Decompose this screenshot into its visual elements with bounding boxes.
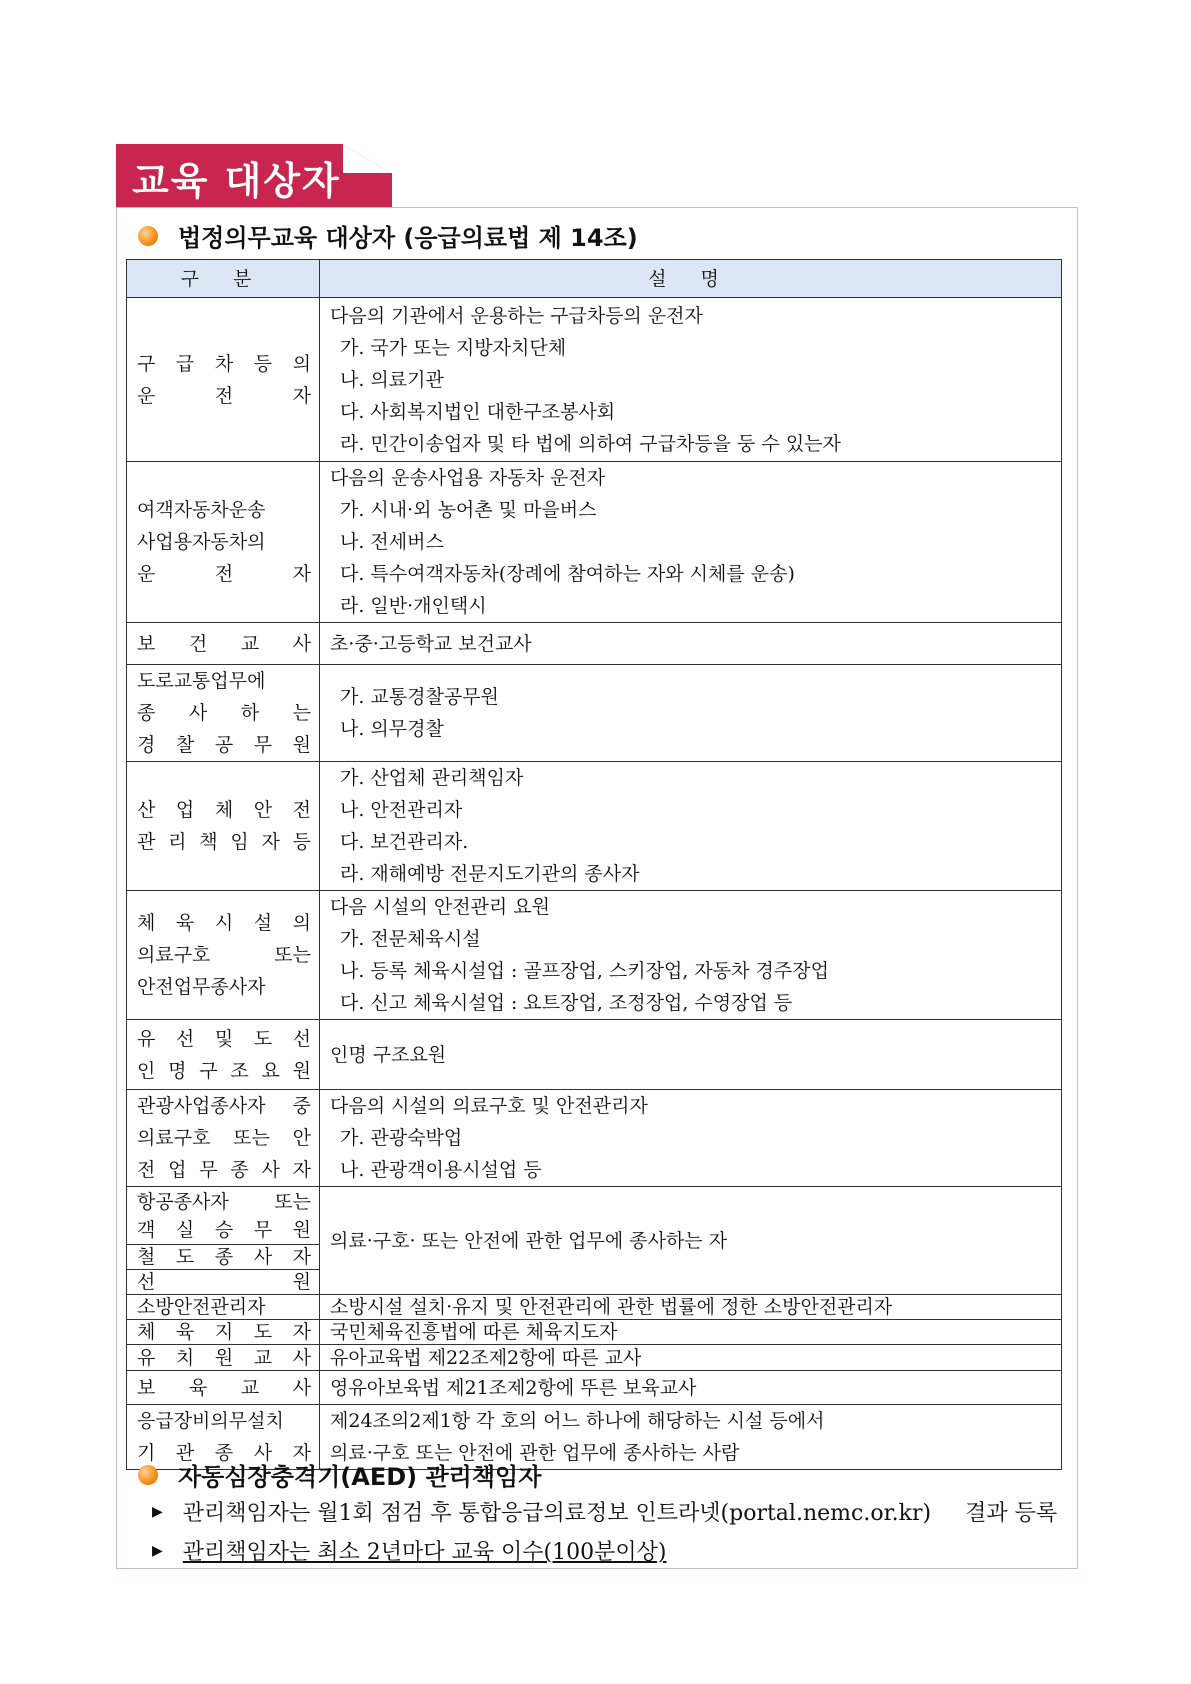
description-line: 라. 일반·개인택시 xyxy=(340,595,487,617)
description-line: 나. 전세버스 xyxy=(340,531,444,553)
table-row xyxy=(127,1020,1062,1090)
description-cell xyxy=(320,1320,1062,1345)
description-line: 다. 특수여객자동차(장례에 참여하는 자와 시체를 운송) xyxy=(340,563,795,585)
description-line: 영유아보육법 제21조제2항에 뚜른 보육교사 xyxy=(330,1376,697,1399)
category-line: 관 리 책 임 자 등 xyxy=(137,831,311,853)
category-cell xyxy=(127,462,320,623)
category-line: 종 사 하 는 xyxy=(137,702,311,724)
description-line: 나. 관광객이용시설업 등 xyxy=(340,1159,542,1181)
description-line: 나. 의료기관 xyxy=(340,368,444,391)
category-cell xyxy=(127,1371,320,1405)
category-cell xyxy=(127,1345,320,1371)
category-line: 의료구호 또는 안 xyxy=(137,1127,311,1149)
list-item xyxy=(152,1535,666,1566)
category-line: 경 찰 공 무 원 xyxy=(137,734,311,756)
orange-bullet-icon xyxy=(138,226,158,246)
description-line: 국민체육진흥법에 따른 체육지도자 xyxy=(330,1321,618,1343)
category-line: 도로교통업무에 xyxy=(137,670,266,692)
category-line: 기 관 종 사 자 xyxy=(137,1442,311,1464)
category-line: 선 원 xyxy=(137,1271,311,1293)
category-line: 산 업 체 안 전 xyxy=(137,799,311,821)
description-cell xyxy=(320,1020,1062,1090)
description-cell xyxy=(320,665,1062,762)
description-line: 다음의 시설의 의료구호 및 안전관리자 xyxy=(330,1095,648,1117)
header-category: 구 분 xyxy=(127,260,320,298)
description-cell xyxy=(320,623,1062,665)
table-row xyxy=(127,1187,1062,1245)
category-line: 운 전 자 xyxy=(137,384,311,407)
section-title: 자동심장충격기(AED) 관리책임자 xyxy=(178,1463,542,1491)
category-line: 보 건 교 사 xyxy=(137,632,311,655)
category-line: 구 급 차 등 의 xyxy=(137,352,311,375)
description-line: 다음의 기관에서 운용하는 구급차등의 운전자 xyxy=(330,304,703,327)
category-line: 안전업무종사자 xyxy=(137,976,266,998)
category-line: 철 도 종 사 자 xyxy=(137,1246,311,1268)
category-cell xyxy=(127,891,320,1020)
list-item-tail: 결과 등록 xyxy=(965,1501,1058,1526)
category-line: 관광사업종사자 중 xyxy=(137,1095,311,1117)
description-line: 유아교육법 제22조제2항에 따른 교사 xyxy=(330,1346,642,1369)
list-item xyxy=(152,1496,1057,1527)
description-line: 다음 시설의 안전관리 요원 xyxy=(330,896,551,918)
category-line: 항공종사자 또는 xyxy=(137,1190,311,1213)
triangle-bullet-icon: ▶ xyxy=(152,1503,163,1520)
table-row xyxy=(127,1320,1062,1345)
category-cell xyxy=(127,1245,320,1270)
description-line: 가. 관광숙박업 xyxy=(340,1127,463,1149)
description-line: 의료·구호 또는 안전에 관한 업무에 종사하는 사람 xyxy=(330,1442,740,1464)
page-title: 교육 대상자 xyxy=(132,159,341,203)
list-item-text: 관리책임자는 최소 2년마다 교육 이수(100분이상) xyxy=(182,1540,667,1565)
table-row xyxy=(127,1345,1062,1371)
table-row xyxy=(127,1371,1062,1405)
description-cell xyxy=(320,1090,1062,1187)
description-cell xyxy=(320,1187,1062,1295)
description-cell xyxy=(320,1371,1062,1405)
header-description: 설 명 xyxy=(320,260,1062,298)
category-line: 유 치 원 교 사 xyxy=(137,1346,311,1369)
category-line: 체 육 지 도 자 xyxy=(137,1321,311,1343)
table-row xyxy=(127,1295,1062,1320)
category-cell xyxy=(127,1090,320,1187)
section-aed-manager xyxy=(138,1457,541,1492)
table-row xyxy=(127,462,1062,623)
category-line: 체 육 시 설 의 xyxy=(137,912,311,934)
category-cell xyxy=(127,623,320,665)
category-line: 의료구호 또는 xyxy=(137,944,311,966)
description-line: 초·중·고등학교 보건교사 xyxy=(330,632,532,655)
table-header-row xyxy=(127,260,1062,298)
category-cell xyxy=(127,1187,320,1245)
table-row xyxy=(127,762,1062,891)
description-line: 인명 구조요원 xyxy=(330,1043,447,1066)
category-cell xyxy=(127,665,320,762)
description-cell xyxy=(320,298,1062,462)
description-line: 라. 민간이송업자 및 타 법에 의하여 구급차등을 둥 수 있는자 xyxy=(340,432,841,455)
category-cell xyxy=(127,1295,320,1320)
table-row xyxy=(127,665,1062,762)
category-line: 여객자동차운송 xyxy=(137,499,266,521)
description-line: 가. 시내·외 농어촌 및 마을버스 xyxy=(340,499,597,521)
category-cell xyxy=(127,298,320,462)
section-legal-training xyxy=(138,218,638,253)
description-line: 가. 산업체 관리책임자 xyxy=(340,767,524,789)
section-title: 법정의무교육 대상자 (응급의료법 제 14조) xyxy=(178,224,638,252)
description-cell xyxy=(320,1295,1062,1320)
description-line: 나. 등록 체육시설업 : 골프장업, 스키장업, 자동차 경주장업 xyxy=(340,960,829,982)
triangle-bullet-icon: ▶ xyxy=(152,1542,163,1559)
description-line: 다. 보건관리자. xyxy=(340,831,469,853)
description-cell xyxy=(320,1345,1062,1371)
category-cell xyxy=(127,1320,320,1345)
description-line: 가. 교통경찰공무원 xyxy=(340,686,499,708)
category-line: 사업용자동차의 xyxy=(137,531,266,553)
header-tab xyxy=(116,144,392,208)
category-line: 유 선 및 도 선 xyxy=(137,1027,311,1050)
training-target-table xyxy=(126,259,1062,1470)
category-line: 응급장비의무설치 xyxy=(137,1410,284,1432)
description-cell xyxy=(320,891,1062,1020)
list-item-text: 관리책임자는 월1회 점검 후 통합응급의료정보 인트라넷(portal.nemc.or.kr) xyxy=(182,1501,932,1526)
description-line: 다음의 운송사업용 자동차 운전자 xyxy=(330,467,606,489)
category-line: 전 업 무 종 사 자 xyxy=(137,1159,311,1181)
description-line: 다. 신고 체육시설업 : 요트장업, 조정장업, 수영장업 등 xyxy=(340,992,793,1014)
description-line: 다. 사회복지법인 대한구조봉사회 xyxy=(340,400,616,423)
description-line: 나. 안전관리자 xyxy=(340,799,463,821)
category-cell xyxy=(127,1020,320,1090)
description-cell xyxy=(320,762,1062,891)
category-cell xyxy=(127,1270,320,1295)
description-line: 가. 전문체육시설 xyxy=(340,928,481,950)
table-row xyxy=(127,891,1062,1020)
description-line: 의료·구호· 또는 안전에 관한 업무에 종사하는 자 xyxy=(330,1229,728,1252)
description-line: 라. 재해예방 전문지도기관의 종사자 xyxy=(340,863,640,885)
category-cell xyxy=(127,762,320,891)
category-line: 소방안전관리자 xyxy=(137,1296,266,1318)
description-cell xyxy=(320,462,1062,623)
description-line: 나. 의무경찰 xyxy=(340,718,444,740)
description-line: 소방시설 설치·유지 및 안전관리에 관한 법률에 정한 소방안전관리자 xyxy=(330,1296,893,1318)
description-line: 제24조의2제1항 각 호의 어느 하나에 해당하는 시설 등에서 xyxy=(330,1410,825,1432)
category-line: 보 육 교 사 xyxy=(137,1376,311,1399)
category-line: 객 실 승 무 원 xyxy=(137,1218,311,1241)
category-line: 인 명 구 조 요 원 xyxy=(137,1059,311,1082)
table-row xyxy=(127,298,1062,462)
category-line: 운 전 자 xyxy=(137,563,311,585)
table-row xyxy=(127,1090,1062,1187)
description-line: 가. 국가 또는 지방자치단체 xyxy=(340,336,567,359)
table-row xyxy=(127,623,1062,665)
orange-bullet-icon xyxy=(138,1465,158,1485)
